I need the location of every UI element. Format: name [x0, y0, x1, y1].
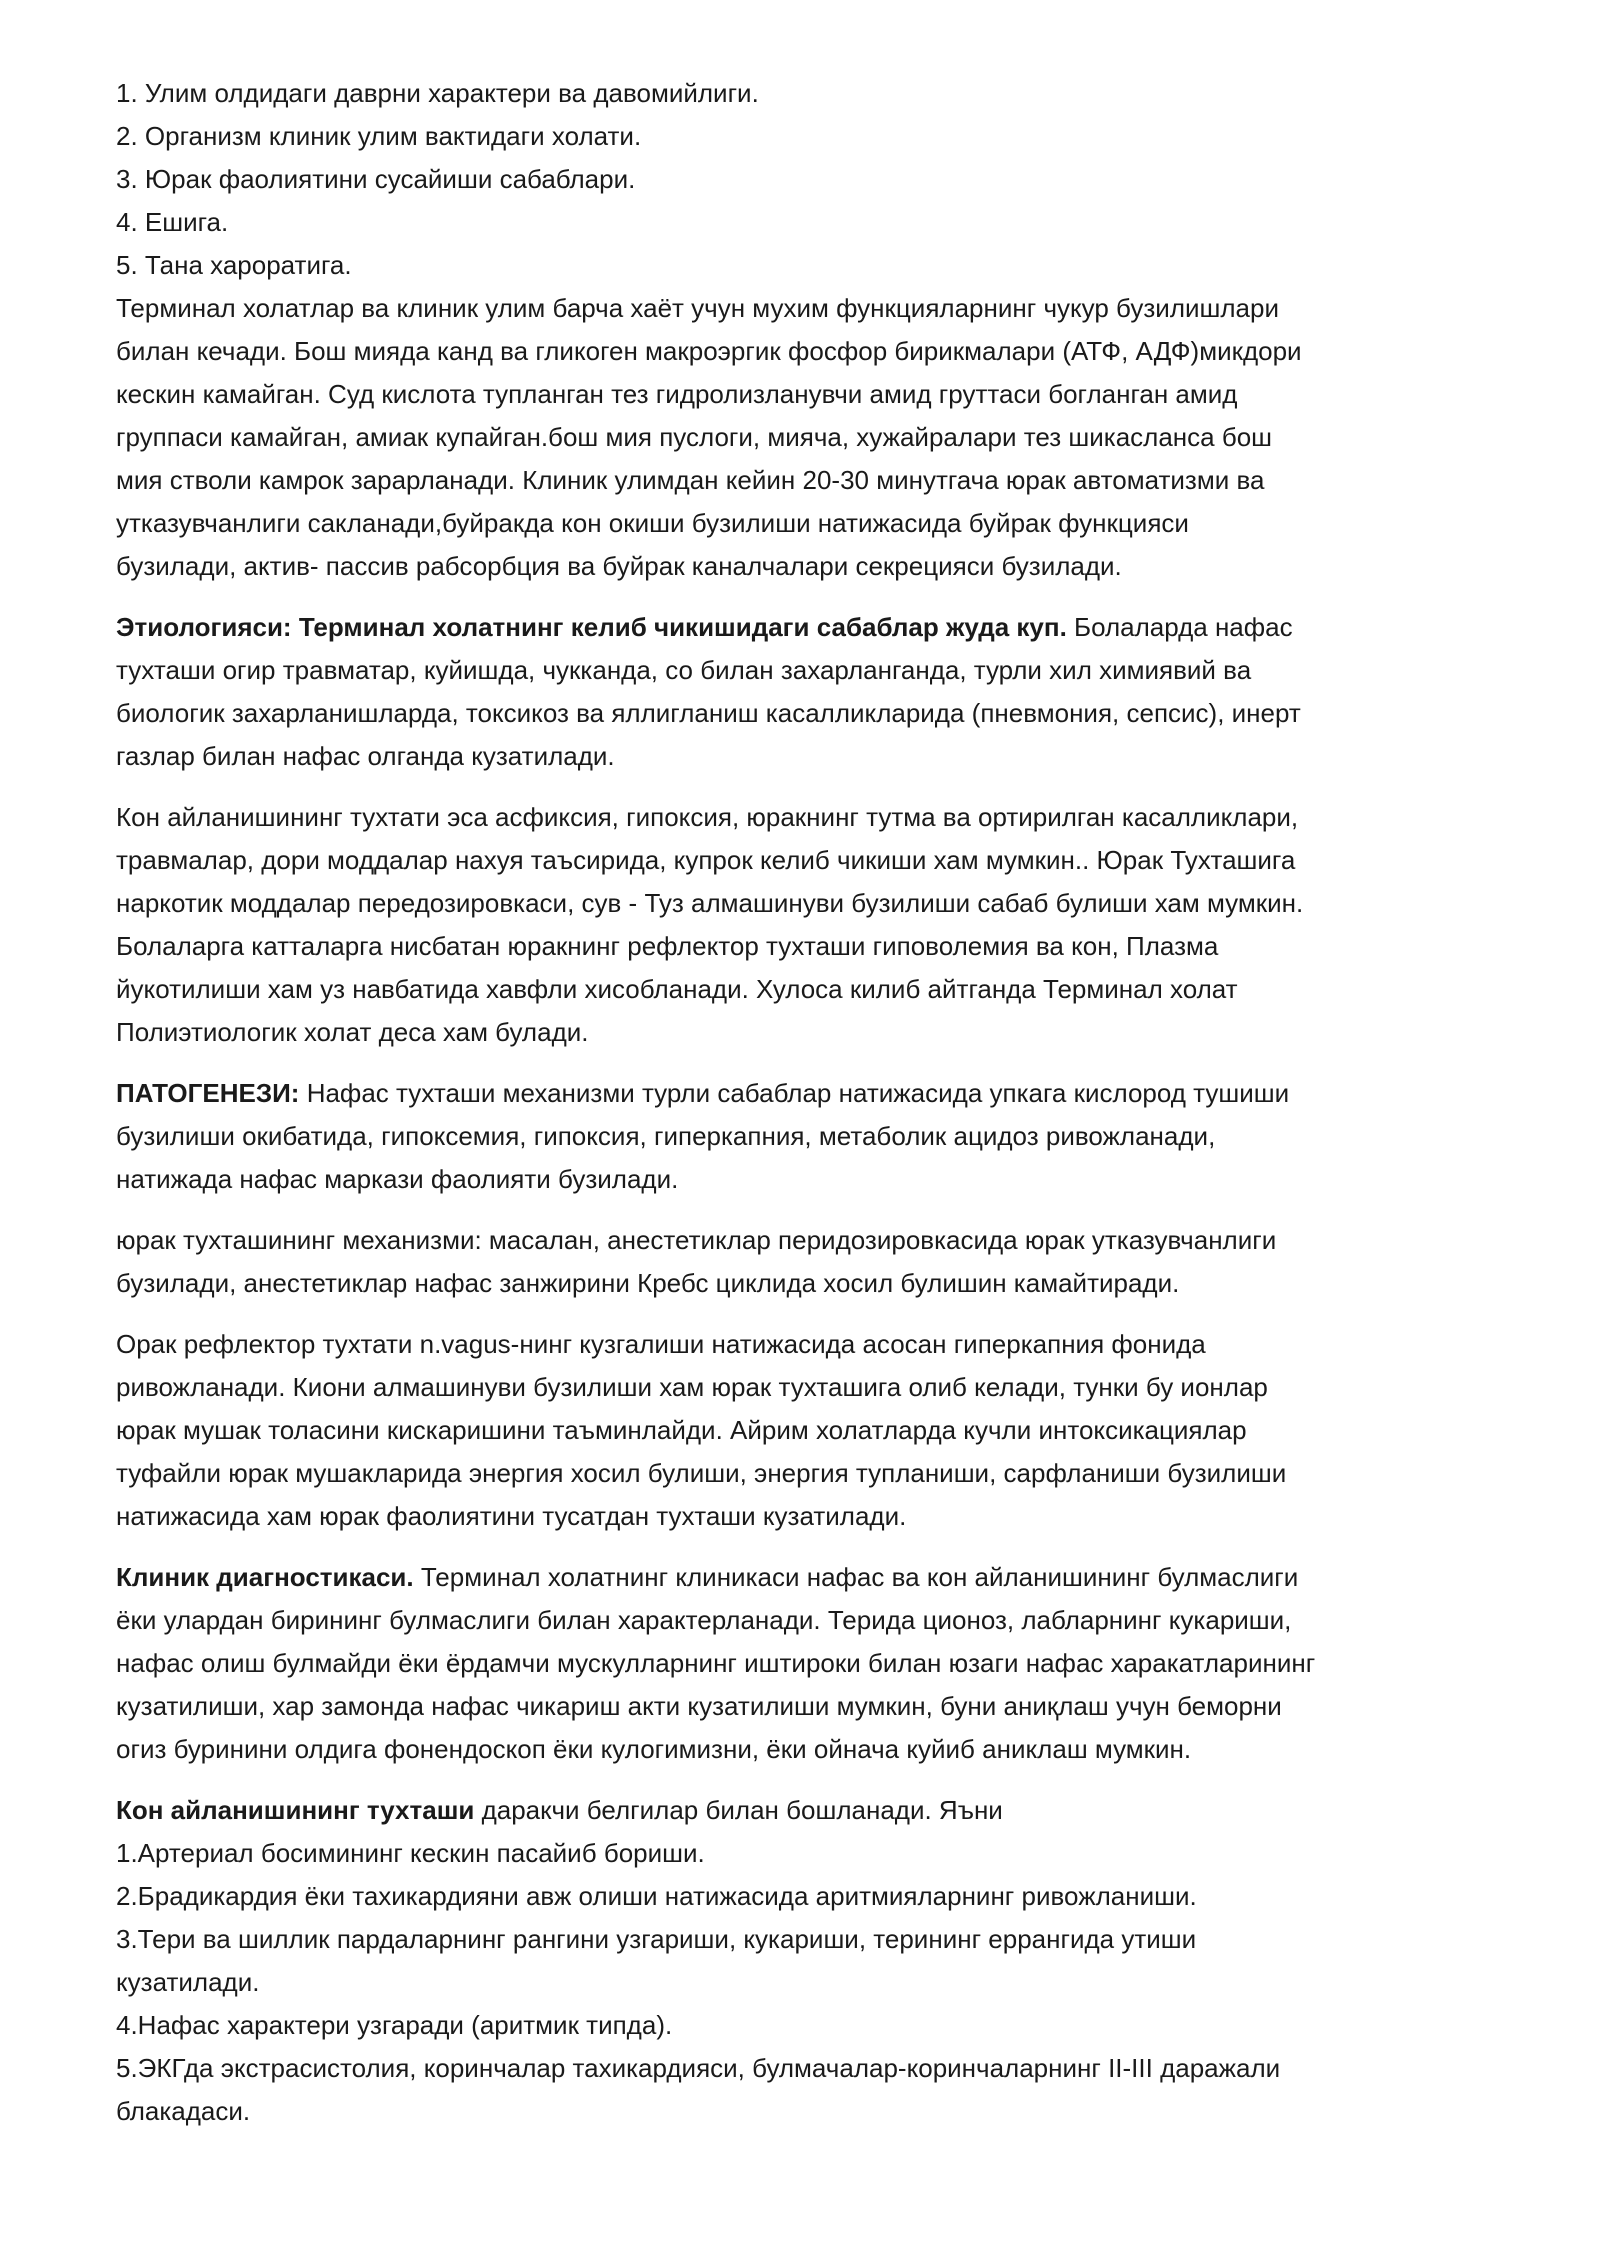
paragraph-line: йукотилиши хам уз навбатида хавфли хисобланади. Хулоса килиб айтганда Терминал холат — [116, 974, 1238, 1004]
intro-list-item: 1. Улим олдидаги даврни характери ва давомийлиги. — [116, 78, 759, 108]
pathogenesis-heading: ПАТОГЕНЕЗИ: — [116, 1078, 300, 1108]
paragraph-line: натижасида хам юрак фаолиятини тусатдан тухташи кузатилади. — [116, 1501, 907, 1531]
etiology-section — [116, 606, 1536, 778]
paragraph-line: травмалар, дори моддалар нахуя таъсирида, купрок келиб чикиши хам мумкин.. Юрак Тухташига — [116, 845, 1296, 875]
paragraph-line — [116, 606, 1536, 649]
paragraph-line — [116, 1072, 1536, 1115]
circulation-stop-section — [116, 1789, 1536, 2133]
paragraph-line — [116, 1789, 1536, 1832]
paragraph-line: натижада нафас маркази фаолияти бузилади. — [116, 1164, 679, 1194]
paragraph-line: группаси камайган, амиак купайган.бош мия пуслоги, мияча, хужайралари тез шикасланса бош — [116, 422, 1273, 452]
paragraph-line: Орак рефлектор тухтати n.vagus-нинг кузгалиши натижасида асосан гиперкапния фонида — [116, 1329, 1206, 1359]
intro-list-item: 2. Организм клиник улим вактидаги холати. — [116, 121, 642, 151]
intro-section — [116, 72, 1536, 588]
etiology-heading: Этиологияси: Терминал холатнинг келиб чикишидаги сабаблар жуда куп. — [116, 612, 1067, 642]
paragraph-text: Нафас тухташи механизми турли сабаблар натижасида упкага кислород тушиши — [299, 1078, 1290, 1108]
paragraph-line: билан кечади. Бош мияда канд ва гликоген макроэргик фосфор бирикмалари (АТФ, АДФ)микдори — [116, 336, 1302, 366]
document-page — [116, 72, 1536, 2133]
paragraph-line: Кон айланишининг тухтати эса асфиксия, гипоксия, юракнинг тутма ва ортирилган касалликлари, — [116, 802, 1299, 832]
paragraph-line: бузилади, актив- пассив рабсорбция ва буйрак каналчалари секрецияси бузилади. — [116, 551, 1122, 581]
paragraph-line: газлар билан нафас олганда кузатилади. — [116, 741, 615, 771]
paragraph-line: бузилиши окибатида, гипоксемия, гипоксия, гиперкапния, метаболик ацидоз ривожланади, — [116, 1121, 1216, 1151]
paragraph-line: Полиэтиологик холат деса хам булади. — [116, 1017, 589, 1047]
paragraph-line: Терминал холатлар ва клиник улим барча хаёт учун мухим функцияларнинг чукур бузилишлари — [116, 293, 1279, 323]
paragraph-line: тухташи огир травматар, куйишда, чукканда, со билан захарланганда, турли хил химиявий ва — [116, 655, 1252, 685]
list-item: 4.Нафас характери узгаради (аритмик типда). — [116, 2010, 673, 2040]
paragraph-line: Болаларга катталарга нисбатан юракнинг рефлектор тухташи гиповолемия ва кон, Плазма — [116, 931, 1219, 961]
paragraph-line: кузатилиши, хар замонда нафас чикариш акти кузатилиши мумкин, буни аниқлаш учун беморни — [116, 1691, 1282, 1721]
circulation-stop-heading: Кон айланишининг тухташи — [116, 1795, 475, 1825]
paragraph-line: нафас олиш булмайди ёки ёрдамчи мускулларнинг иштироки билан юзаги нафас харакатларининг — [116, 1648, 1316, 1678]
intro-list-item: 4. Ешига. — [116, 207, 229, 237]
paragraph-line — [116, 1556, 1536, 1599]
intro-list-item: 3. Юрак фаолиятини сусайиши сабаблари. — [116, 164, 636, 194]
list-item: кузатилади. — [116, 1967, 260, 1997]
paragraph-line: юрак мушак толасини кискаришини таъминлайди. Айрим холатларда кучли интоксикациялар — [116, 1415, 1247, 1445]
paragraph-line: огиз буринини олдига фонендоскоп ёки кулогимизни, ёки ойнача куйиб аниклаш мумкин. — [116, 1734, 1192, 1764]
paragraph-line: утказувчанлиги сакланади,буйракда кон окиши бузилиши натижасида буйрак функцияси — [116, 508, 1189, 538]
reflex-section — [116, 1323, 1536, 1538]
list-item: 5.ЭКГда экстрасистолия, коринчалар тахикардияси, булмачалар-коринчаларнинг II-III даражали — [116, 2053, 1281, 2083]
paragraph-line: бузилади, анестетиклар нафас занжирини Кребс циклида хосил булишин камайтиради. — [116, 1268, 1180, 1298]
list-item: блакадаси. — [116, 2096, 251, 2126]
paragraph-line: ривожланади. Киони алмашинуви бузилиши хам юрак тухташига олиб келади, тунки бу ионлар — [116, 1372, 1268, 1402]
clinical-section — [116, 1556, 1536, 1771]
paragraph-line: кескин камайган. Суд кислота тупланган тез гидролизланувчи амид груттаси богланган амид — [116, 379, 1238, 409]
intro-list-item: 5. Тана хароратига. — [116, 250, 352, 280]
paragraph-line: туфайли юрак мушакларида энергия хосил булиши, энергия тупланиши, сарфланиши бузилиши — [116, 1458, 1287, 1488]
paragraph-line: мия стволи камрок зарарланади. Клиник улимдан кейин 20-30 минутгача юрак автоматизми ва — [116, 465, 1265, 495]
circulation-section — [116, 796, 1536, 1054]
list-item: 1.Артериал босимининг кескин пасайиб бориши. — [116, 1838, 705, 1868]
paragraph-line: биологик захарланишларда, токсикоз ва яллигланиш касалликларида (пневмония, сепсис), инерт — [116, 698, 1301, 728]
paragraph-text: даракчи белгилар билан бошланади. Яъни — [474, 1795, 1003, 1825]
paragraph-text: Болаларда нафас — [1066, 612, 1293, 642]
pathogenesis-section — [116, 1072, 1536, 1201]
list-item: 2.Брадикардия ёки тахикардияни авж олиши натижасида аритмияларнинг ривожланиши. — [116, 1881, 1197, 1911]
paragraph-line: наркотик моддалар передозировкаси, сув - Туз алмашинуви бузилиши сабаб булиши хам мумкин. — [116, 888, 1304, 918]
list-item: 3.Тери ва шиллик пардаларнинг рангини узгариши, кукариши, терининг еррангида утиши — [116, 1924, 1197, 1954]
paragraph-line: юрак тухташининг механизми: масалан, анестетиклар перидозировкасида юрак утказувчанлиги — [116, 1225, 1277, 1255]
clinical-heading: Клиник диагностикаси. — [116, 1562, 414, 1592]
paragraph-line: ёки улардан бирининг булмаслиги билан характерланади. Терида ционоз, лабларнинг кукариши, — [116, 1605, 1292, 1635]
paragraph-text: Терминал холатнинг клиникаси нафас ва кон айланишининг булмаслиги — [413, 1562, 1299, 1592]
heart-stop-section — [116, 1219, 1536, 1305]
